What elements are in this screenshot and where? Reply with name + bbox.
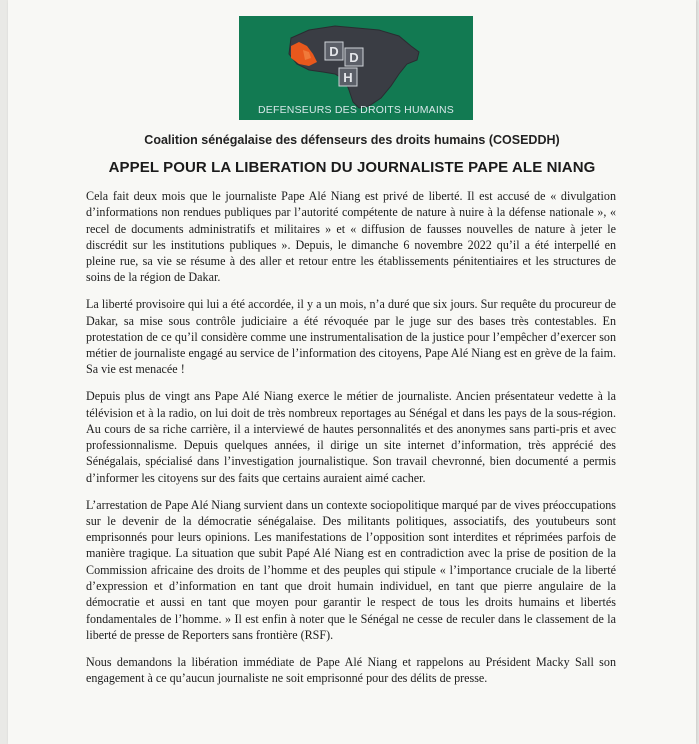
paragraph-2: La liberté provisoire qui lui a été accordée, il y a un mois, n’a duré que six jours. Sur requête du procureur de Dakar, sa mise sous contrôle judiciaire a été révoquée par le juge sur des bases très contestables. En protestation de ce qu’il considère comme une instrumentalisation de la justice pour l’empêcher d’exercer son métier de journaliste engagé au service de l’information des citoyens, Pape Alé Niang est en grève de la faim. Sa vie est menacée ! bbox=[86, 297, 616, 377]
document-body bbox=[86, 188, 616, 697]
logo-letter-3: H bbox=[343, 70, 353, 85]
ddh-logo bbox=[239, 16, 473, 120]
logo-letter-2: D bbox=[349, 50, 359, 65]
organization-name: Coalition sénégalaise des défenseurs des droits humains (COSEDDH) bbox=[144, 133, 560, 147]
logo-letter-1: D bbox=[329, 44, 339, 59]
paragraph-3: Depuis plus de vingt ans Pape Alé Niang exerce le métier de journaliste. Ancien présentateur vedette à la télévision et à la radio, on lui doit de très nombreux reportages au Sénégal et dans les pays de la sous-région. Au cours de sa riche carrière, il a interviewé de hautes personnalités et des anonymes sans parti-pris et avec professionnalisme. Depuis quelques années, il dirige un site internet d’information, très apprécié des Sénégalais, spécialisé dans l’investigation journalistique. Son travail chevronné, bien documenté a permis d’informer les citoyens sur des faits que certains auraient aimé cacher. bbox=[86, 389, 616, 485]
page-title: APPEL POUR LA LIBERATION DU JOURNALISTE PAPE ALE NIANG bbox=[108, 159, 596, 176]
logo-caption: DEFENSEURS DES DROITS HUMAINS bbox=[258, 104, 454, 116]
paragraph-5: Nous demandons la libération immédiate de Pape Alé Niang et rappelons au Président Macky Sall son engagement à ce qu’aucun journaliste ne soit emprisonné pour des délits de presse. bbox=[86, 654, 616, 686]
paragraph-1: Cela fait deux mois que le journaliste Pape Alé Niang est privé de liberté. Il est accusé de « divulgation d’informations non rendues publiques par l’autorité compétente de nature à nuire à la défense nationale », « recel de documents administratifs et militaires » et « diffusion de fausses nouvelles de nature à jeter le discrédit sur les institutions publiques ». Depuis, le dimanche 6 novembre 2022 qu’il a été interpellé en pleine rue, sa vie se résume à des aller et retour entre les établissements pénitentiaires et les structures de soins de la région de Dakar. bbox=[86, 189, 616, 285]
document-page bbox=[8, 0, 696, 744]
paragraph-4: L’arrestation de Pape Alé Niang survient dans un contexte sociopolitique marqué par de vives préoccupations sur le devenir de la démocratie sénégalaise. Des militants politiques, associatifs, des youtubeurs sont emprisonnés pour leurs opinions. Les manifestations de l’opposition sont interdites et réprimées parfois de manière tragique. La situation que subit Papé Alé Niang est en contradiction avec la prise de position de la Commission africaine des droits de l’homme et des peuples qui stipule « l’importance cruciale de la liberté d’expression et d’information en tant que droit humain individuel, en tant que pierre angulaire de la démocratie et aussi en tant que moyen pour garantir le respect de tous les droits humains et libertés fondamentales de l’homme. » Il est enfin à noter que le Sénégal ne cesse de reculer dans le classement de la liberté de presse de Reporters sans frontière (RSF). bbox=[86, 497, 616, 642]
